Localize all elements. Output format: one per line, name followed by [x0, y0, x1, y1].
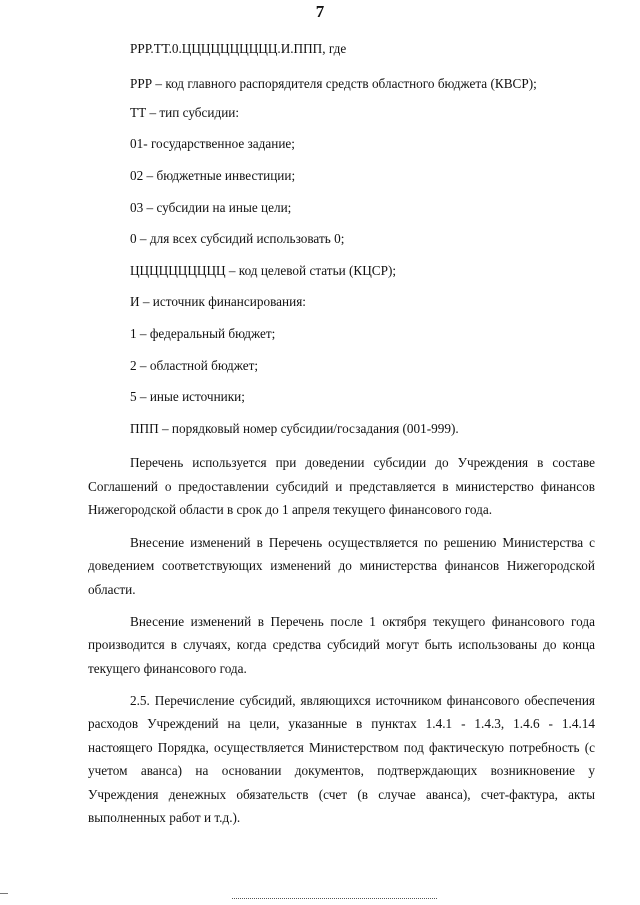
definition-line: 03 – субсидии на иные цели; — [130, 199, 292, 215]
paragraph: 2.5. Перечисление субсидий, являющихся источником финансового обеспечения расходов Учреждений на цели, указанные в пунктах 1.4.1 - 1.4.3, 1.4.6 - 1.4.14 настоящего Порядка, осуществляется Министерством под фактическую потребность (с учетом аванса) на основании документов, подтверждающих возникновение у Учреждения денежных обязательств (счет (в случае аванса), счет-фактура, акты выполненных работ и т.д.). — [88, 692, 595, 826]
page-number: 7 — [315, 2, 325, 21]
rrr-definition: РРР – код главного распорядителя средств областного бюджета (КВСР); — [130, 75, 537, 91]
definition-line: 02 – бюджетные инвестиции; — [130, 167, 296, 183]
definition-line: 1 – федеральный бюджет; — [130, 325, 276, 341]
definition-line: И – источник финансирования: — [130, 294, 306, 310]
definition-line: 01- государственное задание; — [130, 136, 295, 152]
definition-line: 0 – для всех субсидий использовать 0; — [130, 231, 345, 247]
definition-line: ЦЦЦЦЦЦЦЦЦЦ – код целевой статьи (КЦСР); — [130, 262, 397, 278]
paragraph: Перечень используется при доведении субсидии до Учреждения в составе Соглашений о предоставлении субсидий и представляется в министерство финансов Нижегородской области в срок до 1 апреля текущего финансового года. — [88, 455, 595, 518]
tt-definition: ТТ – тип субсидии: — [130, 104, 240, 120]
definition-line: 2 – областной бюджет; — [130, 357, 259, 373]
definition-line: ППП – порядковый номер субсидии/госзадания (001-999). — [130, 420, 459, 436]
paragraph: Внесение изменений в Перечень осуществляется по решению Министерства с доведением соответствующих изменений до министерства финансов Нижегородской области. — [88, 534, 595, 597]
paragraph: Внесение изменений в Перечень после 1 октября текущего финансового года производится в случаях, когда средства субсидий могут быть использованы до конца текущего финансового года. — [88, 613, 595, 676]
definition-line: 5 – иные источники; — [130, 389, 245, 405]
scan-edge-mark — [0, 893, 8, 894]
footer-rule — [232, 898, 437, 899]
code-format-line: РРР.ТТ.0.ЦЦЦЦЦЦЦЦЦЦ.И.ППП, где — [130, 41, 347, 56]
